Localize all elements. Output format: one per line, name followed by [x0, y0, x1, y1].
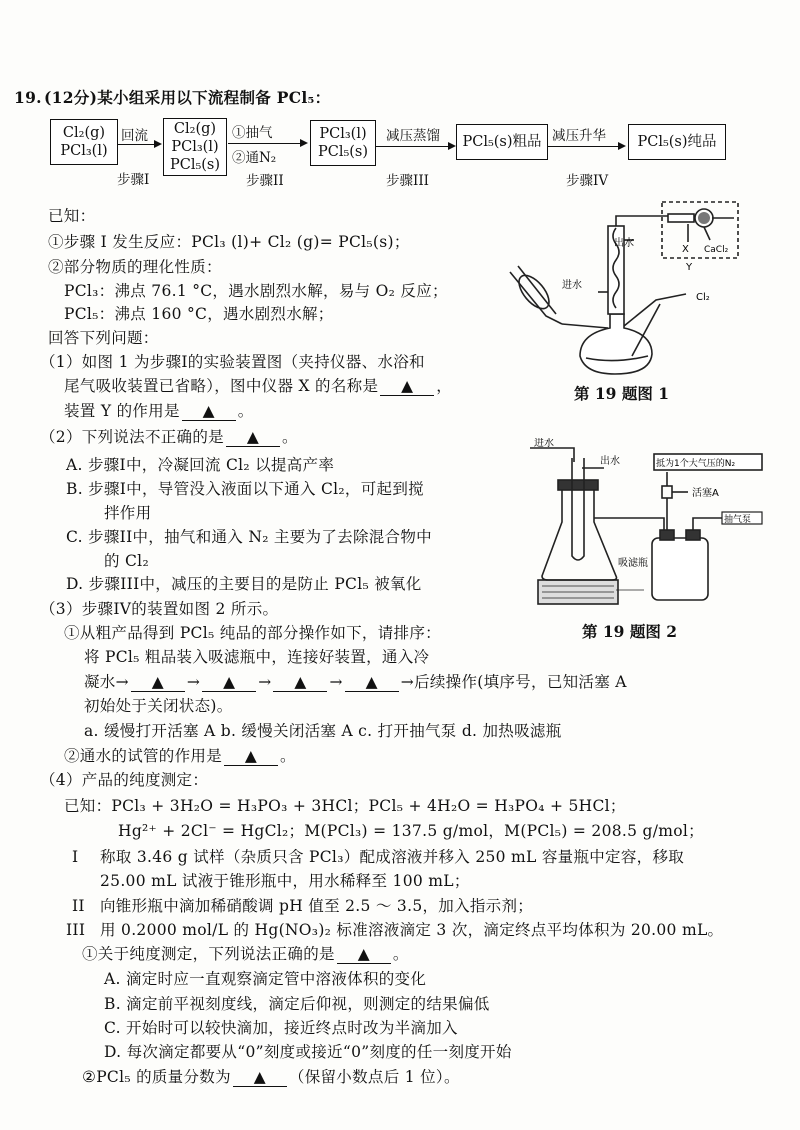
- answer-blank-q2[interactable]: ▲: [226, 428, 280, 447]
- flow-arrow4: [548, 146, 624, 147]
- flow-step2: 步骤II: [246, 173, 284, 189]
- flow-arrow2-label-top: ①抽气: [232, 125, 273, 141]
- q4-step-1-line1: 称取 3.46 g 试样（杂质只含 PCl₃）配成溶液并移入 250 mL 容量瓶中定容，移取: [100, 848, 685, 866]
- figure1-apparatus: [490, 196, 752, 376]
- q4-step-2-num: II: [72, 897, 85, 915]
- q4-step-1-line2: 25.00 mL 试液于锥形瓶中，用水稀释至 100 mL；: [100, 872, 470, 890]
- q4-step-2: 向锥形瓶中滴加稀硝酸调 pH 值至 2.5 ～ 3.5，加入指示剂；: [100, 897, 534, 915]
- q2-option-a: A. 步骤I中，冷凝回流 Cl₂ 以提高产率: [66, 456, 335, 474]
- flow-arrow1: [118, 144, 160, 145]
- figure2-label-water-out: 出水: [600, 456, 620, 467]
- figure2-label-valve: 活塞A: [692, 488, 719, 499]
- known-4: PCl₅：沸点 160 °C，遇水剧烈水解；: [64, 305, 334, 323]
- q2-option-b-line1: B. 步骤I中，导管没入液面以下通入 Cl₂，可起到搅: [66, 480, 424, 498]
- q3-stem: （3）步骤IV的装置如图 2 所示。: [40, 600, 279, 618]
- answer-blank-q1-y[interactable]: ▲: [182, 402, 236, 421]
- q2-option-b-line2: 拌作用: [104, 504, 152, 522]
- figure1-label-x: X: [682, 244, 689, 255]
- q3-part1-line3: 凝水→ ▲ → ▲ → ▲ → ▲ →后续操作(填序号，已知活塞 A: [84, 673, 627, 691]
- flow-box-reactants: Cl₂(g) PCl₃(l): [50, 119, 118, 165]
- figure1-label-water-out: 出水: [614, 238, 634, 249]
- flow-arrow4-label: 减压升华: [552, 128, 606, 144]
- q4-known-2: Hg²⁺ + 2Cl⁻ = HgCl₂；M(PCl₃) = 137.5 g/mol，M(PCl₅) = 208.5 g/mol；: [118, 822, 704, 840]
- answer-prompt: 回答下列问题：: [48, 329, 159, 347]
- known-1: ①步骤 I 发生反应：PCl₃ (l)+ Cl₂ (g)= PCl₅(s)；: [48, 233, 410, 251]
- q2-stem: （2）下列说法不正确的是 ▲ 。: [40, 428, 298, 446]
- answer-blank-q4-2[interactable]: ▲: [233, 1068, 287, 1087]
- q2-option-d: D. 步骤III中，减压的主要目的是防止 PCl₅ 被氧化: [66, 575, 422, 593]
- figure2-label-pump: 抽气泵: [724, 515, 752, 525]
- q3-part1-line1: ①从粗产品得到 PCl₅ 纯品的部分操作如下，请排序：: [64, 624, 441, 642]
- q1-line2: 尾气吸收装置已省略），图中仪器 X 的名称是 ▲ ，: [64, 377, 453, 395]
- answer-blank-q3-tube[interactable]: ▲: [224, 747, 278, 766]
- q4-option-a: A. 滴定时应一直观察滴定管中溶液体积的变化: [104, 970, 427, 988]
- answer-blank-q1-x[interactable]: ▲: [380, 377, 434, 396]
- figure1-label-cl2: Cl₂: [696, 292, 710, 303]
- flow-step3: 步骤III: [386, 173, 429, 189]
- known-3: PCl₃：沸点 76.1 °C，遇水剧烈水解，易与 O₂ 反应；: [64, 282, 448, 300]
- flow-box-pure: PCl₅(s)纯品: [628, 124, 726, 160]
- q4-step-3-num: III: [66, 921, 86, 939]
- answer-blank-q4-1[interactable]: ▲: [337, 945, 391, 964]
- q4-part1-stem: ①关于纯度测定，下列说法正确的是 ▲ 。: [82, 945, 409, 963]
- q4-stem: （4）产品的纯度测定：: [40, 771, 209, 789]
- q2-option-c-line2: 的 Cl₂: [104, 552, 149, 570]
- figure1-label-cacl2: CaCl₂: [704, 245, 729, 255]
- flow-box-mixture: Cl₂(g) PCl₃(l) PCl₅(s): [163, 118, 227, 176]
- q3-options: a. 缓慢打开活塞 A b. 缓慢关闭活塞 A c. 打开抽气泵 d. 加热吸滤瓶: [84, 722, 562, 740]
- figure2-caption: 第 19 题图 2: [582, 622, 678, 641]
- q3-part1-line4: 初始处于关闭状态)。: [84, 697, 233, 715]
- answer-blank-q3-4[interactable]: ▲: [345, 673, 399, 692]
- q4-part2: ②PCl₅ 的质量分数为 ▲ （保留小数点后 1 位）。: [82, 1068, 460, 1086]
- question-number: 19.: [14, 88, 42, 107]
- q1-line3: 装置 Y 的作用是 ▲ 。: [64, 402, 254, 420]
- q3-part1-line2: 将 PCl₅ 粗品装入吸滤瓶中，连接好装置，通入冷: [84, 648, 430, 666]
- q4-option-d: D. 每次滴定都要从“0”刻度或接近“0”刻度的任一刻度开始: [104, 1043, 512, 1061]
- answer-blank-q3-2[interactable]: ▲: [202, 673, 256, 692]
- flow-arrow2-label-bottom: ②通N₂: [232, 150, 277, 166]
- figure2-label-water-in: 进水: [534, 438, 554, 449]
- q2-option-c-line1: C. 步骤II中，抽气和通入 N₂ 主要为了去除混合物中: [66, 528, 432, 546]
- q4-option-b: B. 滴定前平视刻度线，滴定后仰视，则测定的结果偏低: [104, 995, 490, 1013]
- flow-arrow2: [228, 143, 306, 144]
- flow-arrow3: [376, 146, 454, 147]
- figure1-label-y: Y: [686, 262, 693, 273]
- figure2-label-flask: 吸滤瓶: [618, 558, 648, 569]
- question-header: (12分)某小组采用以下流程制备 PCl₅：: [44, 88, 331, 107]
- known-2: ②部分物质的理化性质：: [48, 258, 222, 276]
- flow-box-crude: PCl₅(s)粗品: [456, 124, 548, 160]
- flow-step4: 步骤IV: [566, 173, 609, 189]
- q1-line1: （1）如图 1 为步骤I的实验装置图（夹持仪器、水浴和: [40, 353, 425, 371]
- answer-blank-q3-3[interactable]: ▲: [273, 673, 327, 692]
- known-title: 已知：: [48, 207, 96, 225]
- flow-step1: 步骤I: [117, 172, 150, 188]
- flow-arrow3-label: 减压蒸馏: [386, 128, 440, 144]
- flow-arrow1-label: 回流: [121, 128, 148, 144]
- answer-blank-q3-1[interactable]: ▲: [131, 673, 185, 692]
- q4-step-1-num: I: [72, 848, 79, 866]
- flow-box-liquid-solid: PCl₃(l) PCl₅(s): [310, 120, 376, 166]
- q4-known-1: 已知：PCl₃ + 3H₂O = H₃PO₃ + 3HCl；PCl₅ + 4H₂O = H₃PO₄ + 5HCl；: [64, 797, 626, 815]
- q3-part2: ②通水的试管的作用是 ▲ 。: [64, 747, 296, 765]
- figure2-label-n2: 抵为1个大气压的N₂: [656, 459, 736, 469]
- figure2-apparatus: [504, 438, 764, 610]
- q4-option-c: C. 开始时可以较快滴加，接近终点时改为半滴加入: [104, 1019, 458, 1037]
- figure1-caption: 第 19 题图 1: [574, 384, 670, 403]
- figure1-label-water-in: 进水: [562, 280, 582, 291]
- q4-step-3: 用 0.2000 mol/L 的 Hg(NO₃)₂ 标准溶液滴定 3 次，滴定终点平均体积为 20.00 mL。: [100, 921, 724, 939]
